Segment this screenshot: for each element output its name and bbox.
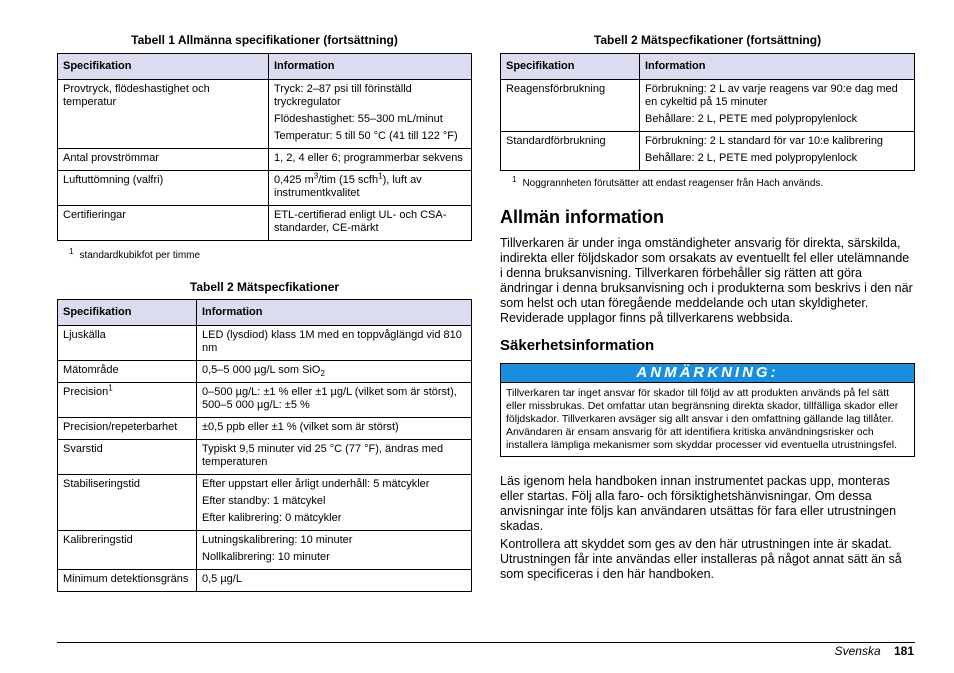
table-row: [58, 531, 472, 570]
table-row: [58, 149, 472, 171]
notice-box: [500, 363, 915, 457]
table-cell-spec: Mätområde: [58, 361, 197, 383]
table-row: [58, 361, 472, 383]
column-header-information: Information: [197, 300, 472, 326]
info-line: Behållare: 2 L, PETE med polypropylenlock: [645, 113, 858, 125]
safety-information-heading: Säkerhetsinformation: [500, 337, 655, 354]
table-row: [58, 440, 472, 475]
table-cell-info: [197, 326, 472, 361]
table-cell-info: [197, 531, 472, 570]
table-cell-spec: Precision/repeterbarhet: [58, 418, 197, 440]
table-cell-spec: Standardförbrukning: [501, 132, 640, 171]
table-cell-spec: Svarstid: [58, 440, 197, 475]
column-header-information: Information: [269, 54, 472, 80]
table-row: [58, 475, 472, 531]
table1-caption: Tabell 1 Allmänna specifikationer (fortsättning): [131, 33, 398, 47]
table-row: [501, 132, 915, 171]
info-line: Flödeshastighet: 55–300 mL/minut: [274, 113, 443, 125]
table1-footnote: $^1$ standardkubikfot per timme: [69, 246, 201, 261]
table-cell-spec: Provtryck, flödeshastighet och temperatur: [58, 80, 269, 149]
table-cell-spec: Luftuttömning (valfri): [58, 171, 269, 206]
table-row: [58, 80, 472, 149]
table2-caption: Tabell 2 Mätspecfikationer: [189, 280, 340, 294]
column-header-information: Information: [640, 54, 915, 80]
table2-measurement-specifications: [57, 299, 472, 592]
table-cell-spec: Antal provströmmar: [58, 149, 269, 171]
info-line: Lutningskalibrering: 10 minuter: [202, 534, 353, 546]
table-cell-info: [197, 440, 472, 475]
info-line: 0–500 µg/L: ±1 % eller ±1 µg/L (vilket som är störst), 500–5 000 µg/L: ±5 %: [202, 386, 457, 411]
info-line: Förbrukning: 2 L av varje reagens var 90:e dag med en cykeltid på 15 minuter: [645, 83, 898, 108]
table-cell-info: [640, 80, 915, 132]
table-cell-spec: Reagensförbrukning: [501, 80, 640, 132]
footer-divider: [57, 642, 915, 643]
general-information-text: Tillverkaren är under inga omständigheter ansvarig för direkta, särskilda, indirekta eller följdskador som orsakats av eventuellt fel eller utelämnande i denna bruksanvisning. Tillverkaren förbehåller sig rätten att göra ändringar i denna bruksanvisning och i produkterna som beskrivs i den när som helst och utan föregående meddelande och utan skyldigheter. Reviderade upplagor finns på tillverkarens webbsida.: [500, 236, 913, 325]
notice-text: Tillverkaren tar inget ansvar för skador till följd av att produkten används på fel sätt eller missbrukas. Det omfattar utan begränsning direkta skador, tillfälliga skador eller följdskador. Tillverkaren avsäger sig allt ansvar i den omfattning gällande lag tillåter. Användaren är ensam ansvarig för att identifiera kritiska användningsrisker och installera lämpliga mekanismer som skyddar processer vid eventuella utrustningsfel.: [506, 387, 899, 451]
table-header-row: [58, 54, 472, 80]
table-row: [501, 80, 915, 132]
table-cell-info: [197, 475, 472, 531]
info-line: Behållare: 2 L, PETE med polypropylenlock: [645, 152, 858, 164]
table-cell-info: [197, 383, 472, 418]
safety-paragraph-2: Kontrollera att skyddet som ges av den här utrustningen inte är skadat. Utrustningen får inte användas eller installeras på något annat sätt än så som specificeras i den här handboken.: [500, 537, 902, 581]
info-line: Temperatur: 5 till 50 °C (41 till 122 °F): [274, 130, 458, 142]
column-header-specification: Specifikation: [501, 54, 640, 80]
notice-title: ANMÄRKNING:: [501, 364, 914, 383]
info-line: 0,425 $m^3$/tim (15 scfh$^1$), luft av instrumentkvalitet: [274, 171, 422, 199]
info-line: Typiskt 9,5 minuter vid 25 °C (77 °F), ändras med temperaturen: [202, 443, 444, 468]
info-line: Nollkalibrering: 10 minuter: [202, 551, 330, 563]
table-row: [58, 418, 472, 440]
table-row: [58, 326, 472, 361]
info-line: Efter uppstart eller årligt underhåll: 5 mätcykler: [202, 478, 430, 490]
table-row: [58, 383, 472, 418]
info-line: ±0,5 ppb eller ±1 % (vilket som är störst): [202, 421, 399, 433]
table-cell-info: [640, 132, 915, 171]
info-line: LED (lysdiod) klass 1M med en toppvåglängd vid 810 nm: [202, 329, 462, 354]
table-cell-spec: Certifieringar: [58, 206, 269, 241]
table-cell-info: [269, 80, 472, 149]
table-cell-info: [269, 206, 472, 241]
info-line: 1, 2, 4 eller 6; programmerbar sekvens: [274, 152, 463, 164]
safety-paragraph-1: Läs igenom hela handboken innan instrumentet packas upp, monteras eller startas. Följ alla faro- och försiktighetshänvisningar. Om dessa anvisningar inte följs kan användaren utsättas för fara eller utrustningen skadas.: [500, 474, 897, 533]
footer-language: Svenska: [834, 644, 881, 658]
info-line: Efter kalibrering: 0 mätcykler: [202, 512, 342, 524]
table-cell-info: [197, 570, 472, 592]
table-cell-info: [197, 418, 472, 440]
table-header-row: [501, 54, 915, 80]
table-cell-spec: Stabiliseringstid: [58, 475, 197, 531]
info-line: Efter standby: 1 mätcykel: [202, 495, 326, 507]
info-line: ETL-certifierad enligt UL- och CSA-standarder, CE-märkt: [274, 209, 447, 234]
page-footer: [835, 644, 914, 658]
table-cell-info: [197, 361, 472, 383]
table2-footnote: $^1$ Noggrannheten förutsätter att endast reagenser från Hach används.: [512, 174, 824, 189]
info-line: 0,5 µg/L: [202, 573, 242, 585]
column-header-specification: Specifikation: [58, 54, 269, 80]
table-cell-spec: Minimum detektionsgräns: [58, 570, 197, 592]
table-cell-spec: Ljuskälla: [58, 326, 197, 361]
table-row: [58, 570, 472, 592]
table-header-row: [58, 300, 472, 326]
info-line: Förbrukning: 2 L standard för var 10:e kalibrering: [645, 135, 884, 147]
column-header-specification: Specifikation: [58, 300, 197, 326]
table1-general-specifications: [57, 53, 472, 241]
general-information-heading: Allmän information: [500, 207, 665, 227]
table2-continued: [500, 53, 915, 171]
page-number: 181: [893, 644, 914, 658]
table-cell-spec: Kalibreringstid: [58, 531, 197, 570]
info-line: Tryck: 2–87 psi till förinställd tryckregulator: [274, 83, 412, 108]
table-cell-info: [269, 171, 472, 206]
table2-continued-caption: Tabell 2 Mätspecfikationer (fortsättning): [593, 33, 822, 47]
info-line: 0,5–5 000 µg/L som SiO$_2$: [202, 364, 325, 379]
table-row: [58, 171, 472, 206]
table-row: [58, 206, 472, 241]
table-cell-spec: Precision$^1$: [58, 383, 197, 418]
table-cell-info: [269, 149, 472, 171]
